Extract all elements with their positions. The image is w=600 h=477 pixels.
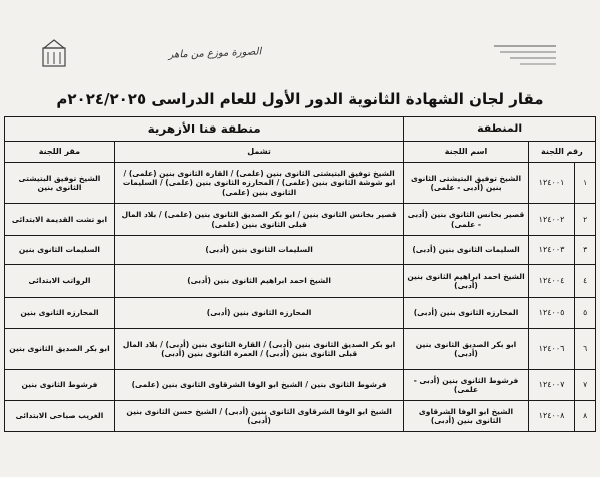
row-index: ٥	[575, 298, 596, 329]
page-title: مقار لجان الشهادة الثانوية الدور الأول للعام الدراسى ٢٠٢٤/٢٠٢٥م	[56, 90, 544, 108]
committee-includes: السليمات الثانوى بنين (أدبى)	[114, 236, 403, 265]
row-index: ٦	[575, 329, 596, 370]
region-header-row	[5, 117, 596, 142]
committee-name: الشيخ ابو الوفا الشرقاوى الثانوى بنين (أدبى)	[404, 401, 528, 432]
row-index: ٣	[575, 236, 596, 265]
committee-hq: السليمات الثانوى بنين	[5, 236, 115, 265]
row-index: ٤	[575, 265, 596, 298]
region-name: منطقة قنا الأزهرية	[5, 117, 404, 142]
column-header-name: اسم اللجنة	[404, 142, 528, 163]
committee-code: ١٢٤٠٠٤	[528, 265, 575, 298]
table-row	[5, 265, 596, 298]
region-label: المنطقة	[404, 117, 596, 142]
table-row	[5, 236, 596, 265]
table-row	[5, 401, 596, 432]
column-header-code: رقم اللجنة	[528, 142, 595, 163]
committee-code: ١٢٤٠٠٦	[528, 329, 575, 370]
committee-includes: ابو بكر الصديق الثانوى بنين (أدبى) / القارة الثانوى بنين (أدبى) / بلاد المال قبلى الثانوى بنين (أدبى) / العمرة الثانوى بنين (أدبى)	[114, 329, 403, 370]
committee-name: قصير بخانس الثانوى بنين (أدبى - علمى)	[404, 204, 528, 236]
committee-name: الشيخ احمد ابراهيم الثانوى بنين (أدبى)	[404, 265, 528, 298]
committee-includes: الشيخ احمد ابراهيم الثانوى بنين (أدبى)	[114, 265, 403, 298]
table-row	[5, 298, 596, 329]
committee-name: الشيخ توفيق البتيشتى الثانوى بنين (أدبى - علمى)	[404, 163, 528, 204]
column-header-row	[5, 142, 596, 163]
committees-table	[4, 116, 596, 432]
committee-hq: الغريب صباحى الابتدائى	[5, 401, 115, 432]
column-header-includes: تشمل	[114, 142, 403, 163]
handwritten-note: الصورة موزع من ماهر	[168, 46, 262, 61]
committee-includes: الشيخ ابو الوفا الشرقاوى الثانوى بنين (أدبى) / الشيخ حسن الثانوى بنين (أدبى)	[114, 401, 403, 432]
committee-name: فرشوط الثانوى بنين (أدبى - علمى)	[404, 370, 528, 401]
committee-code: ١٢٤٠٠١	[528, 163, 575, 204]
letterhead	[0, 0, 600, 86]
table-row	[5, 163, 596, 204]
column-header-hq: مقر اللجنة	[5, 142, 115, 163]
table-row	[5, 370, 596, 401]
committee-includes: قصير بخانس الثانوى بنين / ابو بكر الصديق الثانوى بنين (علمى) / بلاد المال قبلى الثانوى بنين (علمى)	[114, 204, 403, 236]
committee-code: ١٢٤٠٠٨	[528, 401, 575, 432]
committee-hq: ابو تشت القديمة الابتدائى	[5, 204, 115, 236]
institution-header-icon	[490, 40, 560, 70]
committee-hq: الرواتب الابتدائى	[5, 265, 115, 298]
committee-includes: المحارزه الثانوى بنين (أدبى)	[114, 298, 403, 329]
committee-hq: ابو بكر الصديق الثانوى بنين	[5, 329, 115, 370]
committee-hq: الشيخ توفيق البتيشتى الثانوى بنين	[5, 163, 115, 204]
row-index: ٨	[575, 401, 596, 432]
committee-name: المحارزه الثانوى بنين (أدبى)	[404, 298, 528, 329]
row-index: ٧	[575, 370, 596, 401]
committee-hq: فرشوط الثانوى بنين	[5, 370, 115, 401]
committee-code: ١٢٤٠٠٧	[528, 370, 575, 401]
row-index: ٢	[575, 204, 596, 236]
committee-code: ١٢٤٠٠٣	[528, 236, 575, 265]
committee-name: ابو بكر الصديق الثانوى بنين (أدبى)	[404, 329, 528, 370]
row-index: ١	[575, 163, 596, 204]
committee-name: السليمات الثانوى بنين (أدبى)	[404, 236, 528, 265]
table-row	[5, 204, 596, 236]
committee-hq: المحارزه الثانوى بنين	[5, 298, 115, 329]
committee-code: ١٢٤٠٠٢	[528, 204, 575, 236]
azhar-logo-icon	[40, 38, 68, 68]
committee-includes: فرشوط الثانوى بنين / الشيخ ابو الوفا الشرقاوى الثانوى بنين (علمى)	[114, 370, 403, 401]
committee-includes: الشيخ توفيق البتيشتى الثانوى بنين (علمى) / القارة الثانوى بنين (علمى) / ابو شوشة الثانوى بنين (علمى) / المحارزه الثانوى بنين (علمى) / السليمات الثانوى بنين (علمى)	[114, 163, 403, 204]
table-row	[5, 329, 596, 370]
committee-code: ١٢٤٠٠٥	[528, 298, 575, 329]
